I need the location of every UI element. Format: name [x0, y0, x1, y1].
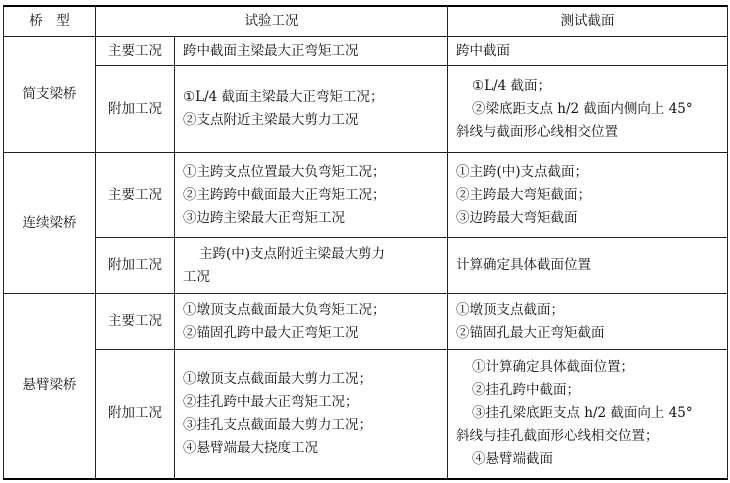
- condition-label-cell: 主要工况: [96, 153, 175, 238]
- section-line: ①L/4 截面；: [472, 77, 551, 94]
- condition-line: ②挂孔跨中最大正弯矩工况；: [183, 393, 359, 410]
- condition-line: 跨中截面主梁最大正弯矩工况: [183, 42, 359, 59]
- condition-label-cell: 附加工况: [96, 238, 175, 294]
- condition-line: ①墩顶支点截面最大负弯矩工况；: [183, 301, 386, 318]
- table-row: [4, 238, 728, 294]
- condition-line: ①L/4 截面主梁最大正弯矩工况；: [183, 89, 384, 105]
- bridge-type-cell: 连续梁桥: [4, 153, 96, 294]
- condition-line: ①主跨支点位置最大负弯矩工况；: [183, 163, 386, 180]
- bridge-type-cell: 简支梁桥: [4, 37, 96, 153]
- condition-label-cell: 附加工况: [96, 350, 175, 479]
- condition-line: ②支点附近主梁最大剪力工况: [183, 112, 359, 128]
- bridge-type-cell: 悬臂梁桥: [4, 294, 96, 479]
- condition-line: 主跨(中)支点附近主梁最大剪力: [199, 245, 386, 262]
- condition-line: ③边跨主梁最大正弯矩工况: [183, 209, 345, 226]
- section-line: 跨中截面: [456, 42, 510, 59]
- table-row: [4, 294, 728, 350]
- bridge-test-table: [3, 5, 728, 480]
- section-line: ②锚固孔最大正弯矩截面: [456, 324, 605, 341]
- table-row: [4, 153, 728, 238]
- condition-cell: [175, 37, 448, 66]
- condition-line: ②主跨跨中截面最大正弯矩工况；: [183, 186, 386, 203]
- condition-cell: [175, 153, 448, 238]
- condition-cell: [175, 238, 448, 294]
- header-bridge-type: 桥 型: [4, 6, 96, 37]
- section-line: ①计算确定具体截面位置；: [472, 359, 634, 376]
- section-line: ②主跨最大弯矩截面；: [456, 186, 591, 203]
- table-row: [4, 66, 728, 153]
- condition-cell: [175, 350, 448, 479]
- table-row: [4, 37, 728, 66]
- condition-label-cell: 主要工况: [96, 37, 175, 66]
- section-line: ②梁底距支点 h/2 截面内侧向上 45°: [472, 100, 693, 117]
- section-line: ③边跨最大弯矩截面: [456, 209, 578, 226]
- section-line: ②挂孔跨中截面；: [472, 382, 580, 399]
- condition-cell: [175, 66, 448, 153]
- header-test-condition: 试验工况: [96, 6, 448, 37]
- section-cell: [448, 66, 728, 153]
- section-cell: [448, 37, 728, 66]
- condition-line: ②锚固孔跨中最大正弯矩工况: [183, 324, 359, 341]
- condition-cell: [175, 294, 448, 350]
- section-line: 斜线与截面形心线相交位置: [456, 123, 618, 140]
- condition-line: 工况: [183, 268, 210, 285]
- section-cell: [448, 294, 728, 350]
- condition-line: ①墩顶支点截面最大剪力工况；: [183, 370, 372, 387]
- section-cell: [448, 153, 728, 238]
- section-cell: [448, 238, 728, 294]
- section-line: 斜线与挂孔截面形心线相交位置；: [456, 428, 659, 445]
- condition-label-cell: 附加工况: [96, 66, 175, 153]
- section-line: ①墩顶支点截面；: [456, 301, 564, 318]
- section-line: ③挂孔梁底距支点 h/2 截面向上 45°: [472, 405, 693, 422]
- condition-line: ③挂孔支点截面最大剪力工况；: [183, 416, 372, 433]
- header-test-section: 测试截面: [448, 6, 728, 37]
- table-row: [4, 350, 728, 479]
- section-line: ①主跨(中)支点截面；: [456, 163, 589, 180]
- condition-label-cell: 主要工况: [96, 294, 175, 350]
- section-line: ④悬臂端截面: [472, 451, 553, 468]
- section-line: 计算确定具体截面位置: [456, 257, 591, 273]
- condition-line: ④悬臂端最大挠度工况: [183, 439, 318, 456]
- section-cell: [448, 350, 728, 479]
- header-row: [4, 6, 728, 37]
